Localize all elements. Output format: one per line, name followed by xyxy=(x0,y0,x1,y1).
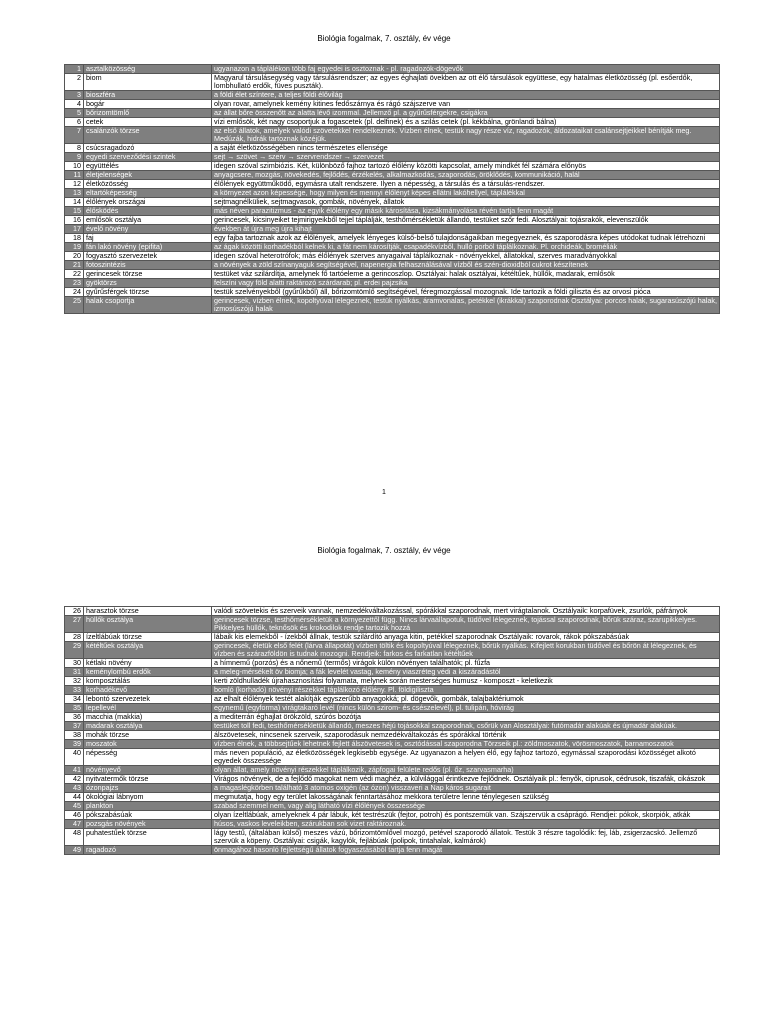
row-number: 36 xyxy=(65,713,84,722)
row-number: 33 xyxy=(65,686,84,695)
table-row xyxy=(65,252,720,261)
term-cell: cetek xyxy=(84,118,212,127)
term-cell: csúcsragadozó xyxy=(84,144,212,153)
definition-cell: más néven parazitizmus - az egyik élőlény egy másik károsítása, kizsákmányolása révén tartja fenn magát xyxy=(212,207,720,216)
row-number: 31 xyxy=(65,668,84,677)
definition-cell: olyan ízeltlábúak, amelyeknek 4 pár lábuk, két testrészük (fejtor, potroh) és pontszemük van. Szájszervük a csáprágó. Rendjei: pókok, skorpiók, atkák xyxy=(212,811,720,820)
definition-cell: Virágos növények, de a fejlődő magokat nem védi maghéz, a külvilággal érintkezve fejlődnek. Osztályaik pl.: fenyők, ciprusok, cédrusok, tiszafák, cikászok xyxy=(212,775,720,784)
definition-cell: lágy testű, (általában külső) meszes vázú, bőrizomtömlővel mozgó, petével szaporodó állatok. Testük 3 részre tagolódik: fej, láb, zsigerzacskó. Jellemző szervük a köpeny. Osztályai: csigák, kagylók, fejlábúak (polipok, tintahalak, kalmárok) xyxy=(212,829,720,846)
term-cell: gyűrűsférgek törzse xyxy=(84,288,212,297)
table-row xyxy=(65,261,720,270)
document-page-2 xyxy=(0,512,768,1024)
row-number: 4 xyxy=(65,100,84,109)
table-row xyxy=(65,270,720,279)
row-number: 34 xyxy=(65,695,84,704)
row-number: 16 xyxy=(65,216,84,225)
page-number: 1 xyxy=(382,489,386,496)
table-row xyxy=(65,722,720,731)
row-number: 26 xyxy=(65,607,84,616)
table-row xyxy=(65,616,720,633)
term-cell: keménylombú erdők xyxy=(84,668,212,677)
row-number: 20 xyxy=(65,252,84,261)
term-cell: eltartóképesség xyxy=(84,189,212,198)
table-row xyxy=(65,749,720,766)
term-cell: komposztálás xyxy=(84,677,212,686)
row-number: 12 xyxy=(65,180,84,189)
term-cell: halak csoportja xyxy=(84,297,212,314)
row-number: 47 xyxy=(65,820,84,829)
term-cell: faj xyxy=(84,234,212,243)
row-number: 15 xyxy=(65,207,84,216)
definition-cell: idegen szóval heterotrófok; más élőlények szerves anyagaival táplálkoznak - növényekkel, állatokkal, szerves maradványokkal xyxy=(212,252,720,261)
table-row xyxy=(65,607,720,616)
term-cell: macchia (makkia) xyxy=(84,713,212,722)
table-row xyxy=(65,144,720,153)
row-number: 27 xyxy=(65,616,84,633)
row-number: 42 xyxy=(65,775,84,784)
table-row xyxy=(65,793,720,802)
definition-cell: testük szelvényekből (gyűrűkből) áll, bőrizomtömlő segítségével, féregmozgással mozognak. Ide tartozik a földi giliszta és az orvosi pióca xyxy=(212,288,720,297)
definition-cell: az állat bőre összenőtt az alatta lévő izommal. Jellemző pl. a gyűrűsférgekre, csigákra xyxy=(212,109,720,118)
row-number: 37 xyxy=(65,722,84,731)
definition-cell: kerti zöldhulladék újrahasznosítási folyamata, melynek során mesterséges humusz - komposzt - keletkezik xyxy=(212,677,720,686)
row-number: 32 xyxy=(65,677,84,686)
table-row xyxy=(65,91,720,100)
term-cell: gyöktörzs xyxy=(84,279,212,288)
row-number: 39 xyxy=(65,740,84,749)
term-cell: korhadékevő xyxy=(84,686,212,695)
definition-cell: az első állatok, amelyek valódi szövetekkel rendelkeznek. Vízben élnek, testük nagy része víz, ragadozók, áldozataikat csalánsejtjeikkel bénítják meg. Medúzák, hidrák tartoznak közéjük. xyxy=(212,127,720,144)
term-cell: lebontó szervezetek xyxy=(84,695,212,704)
row-number: 25 xyxy=(65,297,84,314)
table-row xyxy=(65,127,720,144)
term-cell: együttélés xyxy=(84,162,212,171)
table-row xyxy=(65,189,720,198)
term-cell: népesség xyxy=(84,749,212,766)
term-cell: ízeltlábúak törzse xyxy=(84,633,212,642)
row-number: 19 xyxy=(65,243,84,252)
table-row xyxy=(65,288,720,297)
term-cell: asztalközösség xyxy=(84,65,212,74)
term-cell: ragadozó xyxy=(84,846,212,855)
table-row xyxy=(65,775,720,784)
table-row xyxy=(65,846,720,855)
row-number: 21 xyxy=(65,261,84,270)
definition-cell: a növények a zöld színanyaguk segítségével, napenergia felhasználásával vízből és szén-dioxidból cukrot készítenek xyxy=(212,261,720,270)
definition-cell: vízi emlősök, két nagy csoportjuk a fogascetek (pl. delfinek) és a szilás cetek (pl. kékbálna, grönlandi bálna) xyxy=(212,118,720,127)
definition-cell: sejt → szövet → szerv → szervrendszer → szervezet xyxy=(212,153,720,162)
table-row xyxy=(65,65,720,74)
row-number: 1 xyxy=(65,65,84,74)
table-row xyxy=(65,207,720,216)
definition-cell: az ágak közötti korhadékból kelnek ki, a fát nem károsítják, csapadékvízből, hulló porból táplálkoznak. Pl. orchideák, broméliák xyxy=(212,243,720,252)
term-cell: biom xyxy=(84,74,212,91)
table-row xyxy=(65,162,720,171)
table-row xyxy=(65,216,720,225)
definition-cell: gerincesek, vízben élnek, kopoltyúval lélegeznek, testük nyálkás, áramvonalas, petékkel (ikrákkal) szaporodnak Osztályai: porcos halak, sugarasúszójú halak, izmosúszójú halak xyxy=(212,297,720,314)
term-cell: élősködés xyxy=(84,207,212,216)
definition-cell: gerincesek törzse, testhőmérsékletük a környezettől függ. Nincs lárvaállapotuk, tüdővel lélegeznek, tojással szaporodnak, bőrük száraz, szarupikkelyes. Pikkelyes hüllők, teknősök és krokodilok rendje tartozik hozzá xyxy=(212,616,720,633)
term-cell: pozsgás növények xyxy=(84,820,212,829)
table-row xyxy=(65,820,720,829)
row-number: 46 xyxy=(65,811,84,820)
term-cell: gerincesek törzse xyxy=(84,270,212,279)
definition-cell: egy fajba tartoznak azok az élőlények, amelyek lényeges külső-belső tulajdonságaikban megegyeznek, és szaporodásra képes utódokat tudnak létrehozni xyxy=(212,234,720,243)
term-cell: bőrizomtömlő xyxy=(84,109,212,118)
term-cell: hüllők osztálya xyxy=(84,616,212,633)
definition-cell: a földi élet színtere, a teljes földi élővilág xyxy=(212,91,720,100)
definition-cell: lábaik kis elemekből - ízekből állnak, testük szilárdító anyaga kitin, petékkel szaporodnak Osztályaik: rovarok, rákok pókszabásúak xyxy=(212,633,720,642)
term-cell: puhatestűek törzse xyxy=(84,829,212,846)
definition-cell: ugyanazon a táplálékon több faj egyedei is osztoznak - pl. ragadozók-dögevők xyxy=(212,65,720,74)
term-cell: évelő növény xyxy=(84,225,212,234)
row-number: 41 xyxy=(65,766,84,775)
row-number: 9 xyxy=(65,153,84,162)
row-number: 29 xyxy=(65,642,84,659)
table-row xyxy=(65,704,720,713)
row-number: 10 xyxy=(65,162,84,171)
definition-cell: élőlények együttműködő, egymásra utalt rendszere. Ilyen a népesség, a társulás és a társulás-rendszer. xyxy=(212,180,720,189)
page-title: Biológia fogalmak, 7. osztály, év vége xyxy=(317,34,451,43)
row-number: 45 xyxy=(65,802,84,811)
term-cell: nyitvatermők törzse xyxy=(84,775,212,784)
table-row xyxy=(65,225,720,234)
row-number: 2 xyxy=(65,74,84,91)
table-row xyxy=(65,243,720,252)
definition-cell: az elhalt élőlények testét alakítják egyszerűbb anyagokká; pl. dögevők, gombák, talajbaktériumok xyxy=(212,695,720,704)
definition-cell: a hímnemű (porzós) és a nőnemű (termős) virágok külön növényen találhatók; pl. fűzfa xyxy=(212,659,720,668)
definition-cell: olyan rovar, amelynek kemény kitines fedőszárnya és rágó szájszerve van xyxy=(212,100,720,109)
term-cell: bioszféra xyxy=(84,91,212,100)
term-cell: harasztok törzse xyxy=(84,607,212,616)
table-row xyxy=(65,784,720,793)
table-row xyxy=(65,633,720,642)
term-cell: pókszabásúak xyxy=(84,811,212,820)
row-number: 28 xyxy=(65,633,84,642)
definition-cell: álszövetesek, nincsenek szerveik, szaporodásuk nemzedékváltakozás és spórákkal történik xyxy=(212,731,720,740)
table-row xyxy=(65,802,720,811)
definition-cell: gerincesek, kicsinyeiket tejmirigyeikből tejjel táplálják, testhőmérsékletük állandó, testüket szőr fedi. Alosztályai: tojásrakók, elevenszülők xyxy=(212,216,720,225)
table-row xyxy=(65,234,720,243)
page-title: Biológia fogalmak, 7. osztály, év vége xyxy=(317,546,451,555)
table-row xyxy=(65,297,720,314)
definition-cell: a saját életközösségében nincs természetes ellensége xyxy=(212,144,720,153)
definition-cell: a magaslégkörben található 3 atomos oxigén (az ózon) visszaveri a Nap káros sugarait xyxy=(212,784,720,793)
row-number: 35 xyxy=(65,704,84,713)
table-row xyxy=(65,686,720,695)
row-number: 23 xyxy=(65,279,84,288)
definition-cell: egynemű (egyforma) virágtakaró levél (nincs külön szirom- és csészelevél), pl. tulipán, hóvirág xyxy=(212,704,720,713)
definition-cell: a meleg-mérsékelt öv biomja; a fák levelét vastag, kemény viaszréteg védi a kiszáradástól xyxy=(212,668,720,677)
term-cell: egyedi szerveződési szintek xyxy=(84,153,212,162)
row-number: 14 xyxy=(65,198,84,207)
row-number: 38 xyxy=(65,731,84,740)
definition-cell: testüket váz szilárdítja, amelynek fő tartóeleme a gerincoszlop. Osztályai: halak osztályai, kétéltűek, hüllők, madarak, emlősök xyxy=(212,270,720,279)
term-cell: életközösség xyxy=(84,180,212,189)
table-row xyxy=(65,109,720,118)
table-row xyxy=(65,279,720,288)
definition-cell: sejtmagnélküliek, sejtmagvasok, gombák, növények, állatok xyxy=(212,198,720,207)
term-cell: plankton xyxy=(84,802,212,811)
term-cell: fán lakó növény (epifita) xyxy=(84,243,212,252)
term-cell: moszatok xyxy=(84,740,212,749)
definition-cell: anyagcsere, mozgás, növekedés, fejlődés, érzékelés, alkalmazkodás, szaporodás, öröklődés, kommunikáció, halál xyxy=(212,171,720,180)
table-row xyxy=(65,811,720,820)
term-cell: életjelenségek xyxy=(84,171,212,180)
definition-cell: gerincesek, életük első felét (lárva állapotát) vízben töltik és kopoltyúval lélegeznek, bőrük nyálkás. Kifejlett korukban tüdővel és bőrön át lélegeznek, és vízben és szárazföldön is tudnak mozogni. Rendjeik: farkos és farkatlan kétéltűek xyxy=(212,642,720,659)
row-number: 13 xyxy=(65,189,84,198)
definition-cell: olyan állat, amely növényi részekkel táplálkozik, zápfogai felülete redős (pl. őz, szarvasmarha) xyxy=(212,766,720,775)
definition-cell: önmagához hasonló fejlettségű állatok fogyasztásából tartja fenn magát xyxy=(212,846,720,855)
definition-cell: években át újra meg újra kihajt xyxy=(212,225,720,234)
definition-cell: szabad szemmel nem, vagy alig látható vízi élőlények összessége xyxy=(212,802,720,811)
row-number: 7 xyxy=(65,127,84,144)
table-row xyxy=(65,695,720,704)
definition-cell: vízben élnek, a többsejtűek lehetnek fejlett álszövetesek is, osztódással szaporodna Törzseik pl.: zöldmoszatok, vörösmoszatok, barnamoszatok xyxy=(212,740,720,749)
table-row xyxy=(65,642,720,659)
row-number: 17 xyxy=(65,225,84,234)
terms-table-body xyxy=(65,65,720,314)
table-row xyxy=(65,731,720,740)
definition-cell: a mediterrán éghajlat örökzöld, szúrós bozótja xyxy=(212,713,720,722)
row-number: 44 xyxy=(65,793,84,802)
table-row xyxy=(65,118,720,127)
table-row xyxy=(65,740,720,749)
table-row xyxy=(65,829,720,846)
table-row xyxy=(65,677,720,686)
term-cell: kétlaki növény xyxy=(84,659,212,668)
row-number: 6 xyxy=(65,118,84,127)
row-number: 49 xyxy=(65,846,84,855)
row-number: 40 xyxy=(65,749,84,766)
row-number: 8 xyxy=(65,144,84,153)
table-row xyxy=(65,766,720,775)
terms-table-body xyxy=(65,607,720,855)
term-cell: bogár xyxy=(84,100,212,109)
table-row xyxy=(65,668,720,677)
row-number: 48 xyxy=(65,829,84,846)
definition-cell: testüket toll fedi, testhőmérsékletük állandó, meszes héjú tojásokkal szaporodnak, csőrük van Alosztályai: futómadár alakúak és újmadár alakúak. xyxy=(212,722,720,731)
term-cell: élőlények országai xyxy=(84,198,212,207)
term-cell: kétéltűek osztálya xyxy=(84,642,212,659)
definition-cell: más neven populáció, az életközösségek legkisebb egysége. Az ugyanazon a helyen élő, egy fajhoz tartozó, egymással szaporodási közösséget alkotó egyedek összessége xyxy=(212,749,720,766)
row-number: 24 xyxy=(65,288,84,297)
term-cell: ökológiai lábnyom xyxy=(84,793,212,802)
table-row xyxy=(65,171,720,180)
table-row xyxy=(65,659,720,668)
term-cell: ózonpajzs xyxy=(84,784,212,793)
table-row xyxy=(65,100,720,109)
row-number: 3 xyxy=(65,91,84,100)
terms-table xyxy=(64,606,720,855)
term-cell: madarak osztálya xyxy=(84,722,212,731)
term-cell: mohák törzse xyxy=(84,731,212,740)
term-cell: lepellevél xyxy=(84,704,212,713)
definition-cell: idegen szóval szimbiózis. Két, különböző fajhoz tartozó élőlény közötti kapcsolat, amely mindkét fél számára előnyös xyxy=(212,162,720,171)
table-row xyxy=(65,180,720,189)
definition-cell: megmutatja, hogy egy terület lakosságának fenntartásához mekkora területre lenne ténylegesen szükség xyxy=(212,793,720,802)
definition-cell: felszíni vagy föld alatti raktározó szárdarab; pl. erdei pajzsika xyxy=(212,279,720,288)
row-number: 5 xyxy=(65,109,84,118)
table-row xyxy=(65,198,720,207)
definition-cell: húsos, vaskos leveleikben, szárukban sok vizet raktároznak. xyxy=(212,820,720,829)
definition-cell: Magyarul társulásegység vagy társulásrendszer; az egyes éghajlati övekben az ott élő társulások együttese, egy hatalmas életközösség (pl. esőerdők, lombhullató erdők, füves puszták). xyxy=(212,74,720,91)
table-row xyxy=(65,74,720,91)
table-row xyxy=(65,153,720,162)
term-cell: emlősök osztálya xyxy=(84,216,212,225)
row-number: 43 xyxy=(65,784,84,793)
term-cell: fotoszintézis xyxy=(84,261,212,270)
term-cell: fogyasztó szervezetek xyxy=(84,252,212,261)
term-cell: növényevő xyxy=(84,766,212,775)
row-number: 30 xyxy=(65,659,84,668)
terms-table xyxy=(64,64,720,314)
definition-cell: bomló (korhadó) növényi részekkel táplálkozó élőlény. Pl. földigiliszta xyxy=(212,686,720,695)
row-number: 18 xyxy=(65,234,84,243)
definition-cell: valódi szövetekis és szerveik vannak, nemzedékváltakozással, spórákkal szaporodnak, mert virágtalanok. Osztályaik: korpafüvek, zsurlók, páfrányok xyxy=(212,607,720,616)
row-number: 11 xyxy=(65,171,84,180)
table-row xyxy=(65,713,720,722)
row-number: 22 xyxy=(65,270,84,279)
definition-cell: a környezet azon képessége, hogy milyen és mennyi élőlényt képes ellátni lakóhellyel, táplálékkal xyxy=(212,189,720,198)
term-cell: csalánzók törzse xyxy=(84,127,212,144)
